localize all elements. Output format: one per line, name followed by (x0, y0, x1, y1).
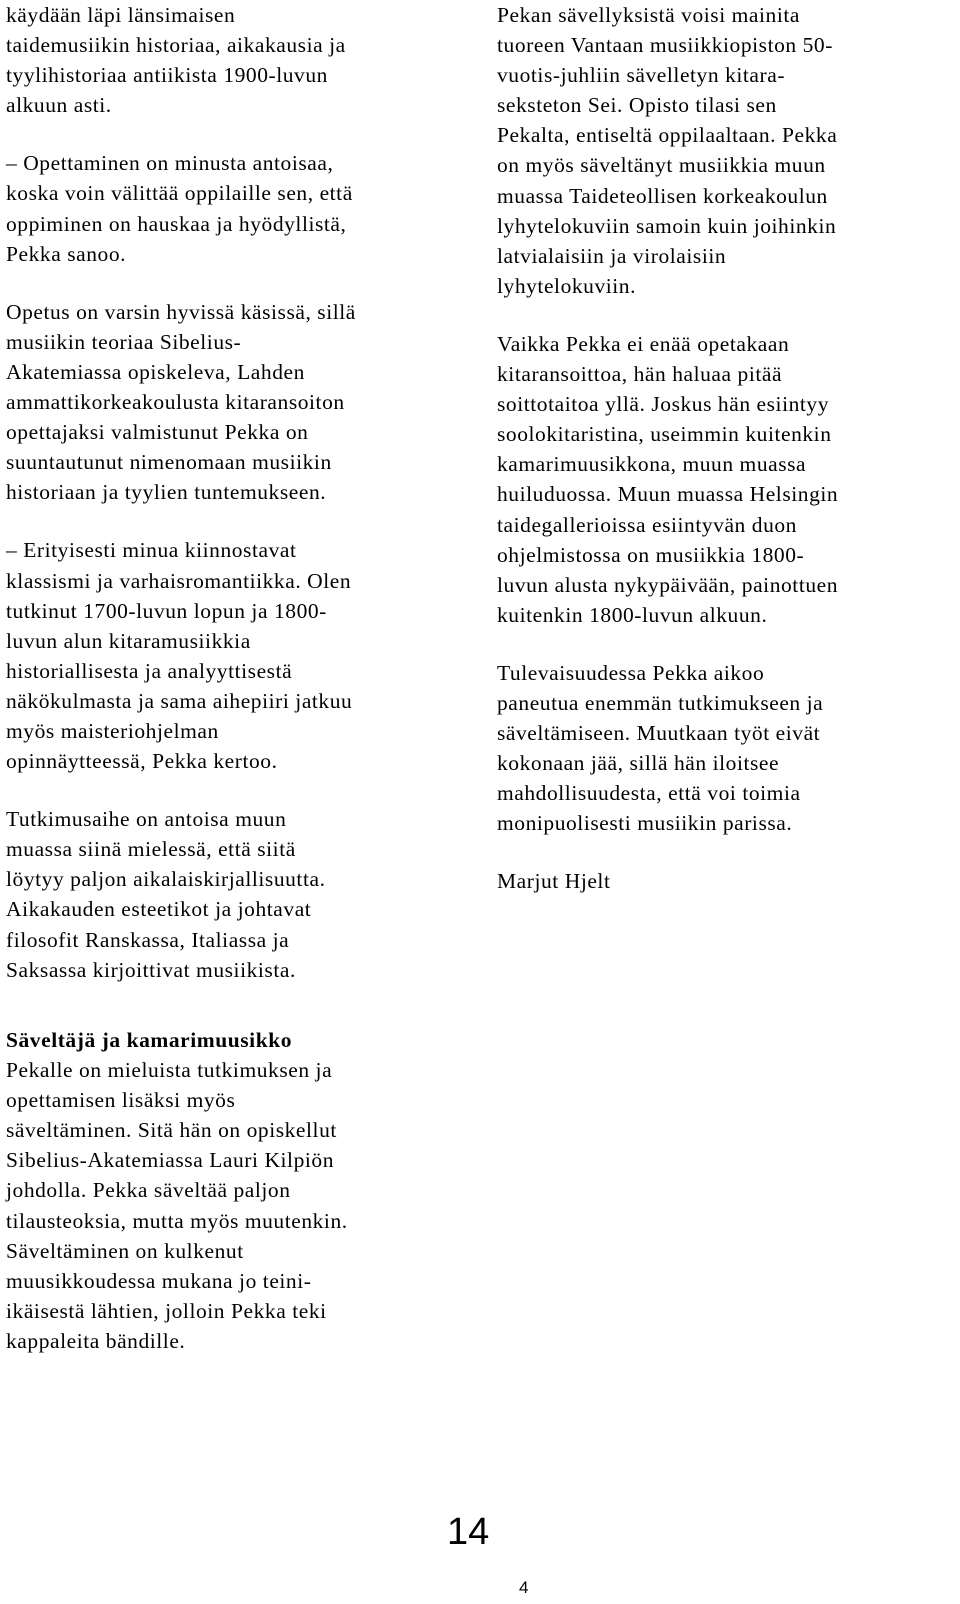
text-line: klassismi ja varhaisromantiikka. Olen (6, 568, 352, 593)
text-line: vuotis-juhliin sävelletyn kitara- (497, 63, 786, 88)
text-line: soolokitaristina, useimmin kuitenkin (497, 422, 832, 447)
text-line: näkökulmasta ja sama aihepiiri jatkuu (6, 688, 353, 713)
text-line: historiaan ja tyylien tuntemukseen. (6, 480, 327, 505)
paragraph-quote-teaching (6, 148, 464, 268)
section-composer (6, 1025, 464, 1384)
text-line: seksteton Sei. Opisto tilasi sen (497, 93, 777, 118)
text-line: oppiminen on hauskaa ja hyödyllistä, (6, 211, 347, 236)
text-line: Saksassa kirjoittivat musiikista. (6, 957, 296, 982)
page-number: 14 (447, 1511, 490, 1553)
paragraph-quote-research (6, 535, 464, 776)
text-line: johdolla. Pekka säveltää paljon (6, 1178, 291, 1203)
text-line: tilausteoksia, mutta myös muutenkin. (6, 1208, 348, 1233)
text-line: mahdollisuudesta, että voi toimia (497, 781, 801, 806)
text-line: taidemusiikin historiaa, aikakausia ja (6, 33, 346, 58)
text-line: löytyy paljon aikalaiskirjallisuutta. (6, 867, 326, 892)
text-line: paneutua enemmän tutkimukseen ja (497, 690, 824, 715)
text-line: ohjelmistossa on musiikkia 1800- (497, 542, 805, 567)
text-line: muusikkoudessa mukana jo teini- (6, 1268, 312, 1293)
text-line: käydään läpi länsimaisen (6, 3, 236, 27)
text-line: luvun alun kitaramusiikkia (6, 628, 251, 653)
paragraph-composing (6, 1055, 464, 1356)
text-line: taidegallerioissa esiintyvän duon (497, 512, 797, 537)
text-line: on myös säveltänyt musiikkia muun (497, 153, 826, 178)
text-line: kuitenkin 1800-luvun alkuun. (497, 602, 768, 627)
text-line: opinnäytteessä, Pekka kertoo. (6, 749, 278, 774)
paragraph-future (497, 658, 949, 839)
text-line: opettajaksi valmistunut Pekka on (6, 420, 309, 445)
text-line: opettamisen lisäksi myös (6, 1088, 236, 1113)
text-line: ikäisestä lähtien, jolloin Pekka teki (6, 1298, 327, 1323)
text-line: Pekalta, entiseltä oppilaaltaan. Pekka (497, 123, 838, 148)
text-line: ammattikorkeakoulusta kitaransoiton (6, 390, 345, 415)
text-line: Tulevaisuudessa Pekka aikoo (497, 660, 765, 685)
text-line: alkuun asti. (6, 93, 112, 118)
text-line: Pekalle on mieluista tutkimuksen ja (6, 1058, 333, 1083)
text-line: suuntautunut nimenomaan musiikin (6, 450, 332, 475)
text-line: luvun alusta nykypäivään, painottuen (497, 572, 839, 597)
text-line: muassa siinä mielessä, että siitä (6, 837, 296, 862)
text-line: Säveltäminen on kulkenut (6, 1238, 244, 1263)
text-line: Aikakauden esteetikot ja johtavat (6, 897, 312, 922)
text-line: Vaikka Pekka ei enää opetakaan (497, 331, 790, 356)
footer-small-number: 4 (519, 1578, 529, 1597)
text-line: – Opettaminen on minusta antoisaa, (6, 151, 334, 176)
text-line: kamarimuusikkona, muun muassa (497, 452, 807, 477)
text-line: Pekka sanoo. (6, 241, 127, 266)
text-line: koska voin välittää oppilaille sen, että (6, 181, 353, 206)
text-line: lyhytelokuviin samoin kuin joihinkin (497, 213, 837, 238)
text-line: säveltämiseen. Muutkaan työt eivät (497, 721, 821, 746)
left-column (6, 0, 464, 1013)
author-byline: Marjut Hjelt (497, 869, 611, 894)
text-line: säveltäminen. Sitä hän on opiskellut (6, 1118, 337, 1143)
text-line: soittotaitoa yllä. Joskus hän esiintyy (497, 392, 830, 417)
text-line: kappaleita bändille. (6, 1328, 186, 1353)
text-line: Tutkimusaihe on antoisa muun (6, 807, 287, 832)
text-line: Opetus on varsin hyvissä käsissä, sillä (6, 299, 356, 324)
paragraph-teaching-background (6, 297, 464, 508)
text-line: tyylihistoriaa antiikista 1900-luvun (6, 63, 328, 88)
text-line: Sibelius-Akatemiassa Lauri Kilpiön (6, 1148, 335, 1173)
paragraph-compositions (497, 0, 949, 301)
text-line: Akatemiassa opiskeleva, Lahden (6, 359, 305, 384)
text-line: Pekan sävellyksistä voisi mainita (497, 3, 800, 27)
text-line: kitaransoittoa, hän haluaa pitää (497, 362, 783, 387)
section-heading: Säveltäjä ja kamarimuusikko (6, 1028, 293, 1052)
paragraph-research-topic (6, 804, 464, 985)
text-line: lyhytelokuviin. (497, 273, 637, 298)
text-line: historiallisesta ja analyyttisestä (6, 658, 293, 683)
text-line: kokonaan jää, sillä hän iloitsee (497, 751, 780, 776)
text-line: latvialaisiin ja virolaisiin (497, 243, 727, 268)
text-line: filosofit Ranskassa, Italiassa ja (6, 927, 290, 952)
text-line: monipuolisesti musiikin parissa. (497, 811, 793, 836)
text-line: tutkinut 1700-luvun lopun ja 1800- (6, 598, 327, 623)
text-line: musiikin teoriaa Sibelius- (6, 329, 242, 354)
text-line: myös maisteriohjelman (6, 718, 219, 743)
text-line: huiluduossa. Muun muassa Helsingin (497, 482, 839, 507)
paragraph-performing (497, 329, 949, 630)
text-line: – Erityisesti minua kiinnostavat (6, 538, 297, 563)
text-line: muassa Taideteollisen korkeakoulun (497, 183, 828, 208)
paragraph-curriculum (6, 0, 464, 120)
right-column (497, 0, 949, 925)
text-line: tuoreen Vantaan musiikkiopiston 50- (497, 33, 833, 58)
